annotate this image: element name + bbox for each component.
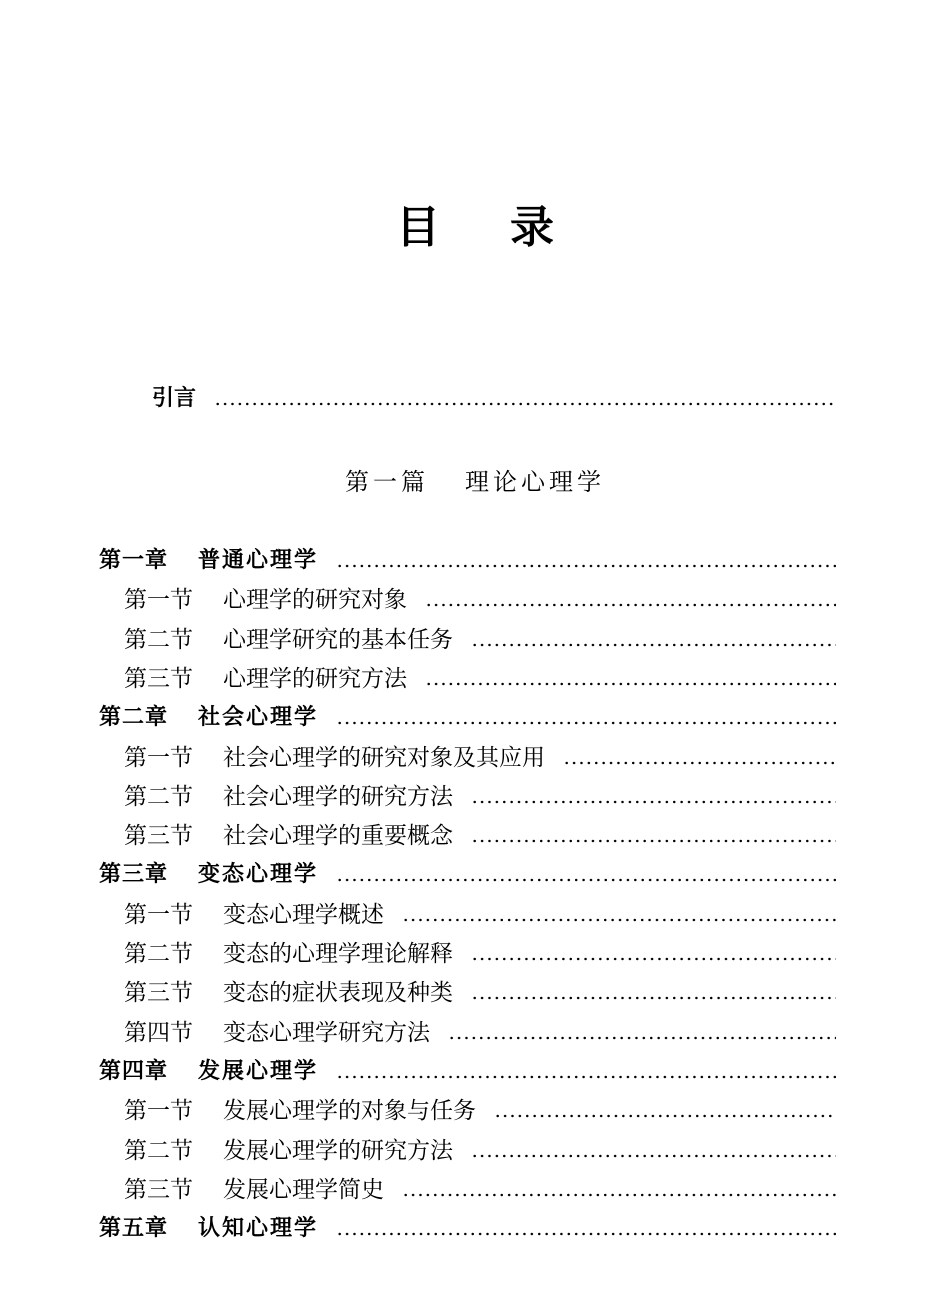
section-number: 第三节 [124, 823, 193, 850]
toc-section[interactable] [124, 664, 836, 694]
dot-leader [336, 877, 836, 883]
dot-leader [425, 602, 836, 608]
toc-section[interactable] [124, 821, 836, 851]
toc-section[interactable] [124, 1175, 836, 1205]
toc-section[interactable] [124, 1136, 836, 1166]
section-number: 第二节 [124, 941, 193, 967]
section-title: 变态心理学概述 [223, 901, 384, 928]
part-number: 第一篇 [345, 468, 429, 496]
section-title: 心理学的研究方法 [223, 665, 407, 692]
dot-leader [471, 956, 836, 962]
chapter-number: 第二章 [99, 705, 169, 731]
toc-section[interactable] [124, 625, 836, 655]
chapter-title: 社会心理学 [198, 705, 319, 731]
toc-section[interactable] [124, 743, 836, 773]
toc-entry-label: 引言 [152, 386, 197, 411]
section-number: 第二节 [124, 626, 193, 653]
dot-leader [563, 760, 836, 766]
dot-leader [336, 720, 836, 726]
chapter-number: 第四章 [99, 1058, 169, 1084]
section-title: 心理学研究的基本任务 [223, 626, 453, 653]
toc-section[interactable] [124, 978, 836, 1008]
section-title: 心理学的研究对象 [223, 587, 407, 614]
section-title: 发展心理学的对象与任务 [223, 1098, 476, 1125]
toc-section[interactable] [124, 900, 836, 930]
part-name: 理论心理学 [465, 468, 605, 496]
chapter-number: 第三章 [99, 862, 169, 888]
section-title: 变态的心理学理论解释 [223, 941, 453, 967]
section-number: 第一节 [124, 744, 193, 771]
dot-leader [402, 1192, 836, 1198]
section-title: 发展心理学的研究方法 [223, 1137, 453, 1164]
toc-chapter[interactable] [99, 703, 836, 733]
chapter-number: 第五章 [99, 1216, 169, 1242]
section-number: 第一节 [124, 1098, 193, 1125]
toc-section[interactable] [124, 1096, 836, 1126]
section-title: 变态的症状表现及种类 [223, 980, 453, 1007]
toc-section[interactable] [124, 585, 836, 615]
section-title: 社会心理学的重要概念 [223, 823, 453, 850]
section-number: 第一节 [124, 901, 193, 928]
dot-leader [494, 1113, 836, 1119]
part-heading [0, 466, 950, 498]
dot-leader [471, 642, 836, 648]
toc-section[interactable] [124, 782, 836, 812]
page-title: 目录 [396, 202, 624, 253]
section-title: 变态心理学研究方法 [223, 1019, 430, 1046]
toc-chapter[interactable] [99, 1057, 836, 1087]
toc-section[interactable] [124, 1018, 836, 1048]
section-title: 发展心理学简史 [223, 1176, 384, 1203]
section-number: 第三节 [124, 1176, 193, 1203]
dot-leader [471, 995, 836, 1001]
section-number: 第四节 [124, 1019, 193, 1046]
dot-leader [425, 681, 836, 687]
chapter-title: 变态心理学 [198, 862, 319, 888]
chapter-title: 认知心理学 [198, 1216, 319, 1242]
section-number: 第二节 [124, 783, 193, 810]
dot-leader [336, 1074, 836, 1080]
section-number: 第二节 [124, 1137, 193, 1164]
dot-leader [336, 1231, 836, 1237]
toc-chapter[interactable] [99, 546, 836, 576]
toc-chapter[interactable] [99, 860, 836, 890]
section-number: 第三节 [124, 980, 193, 1007]
section-number: 第一节 [124, 587, 193, 614]
toc-entry-intro[interactable] [152, 384, 836, 414]
chapter-number: 第一章 [99, 548, 169, 573]
toc-section[interactable] [124, 939, 836, 969]
dot-leader [448, 1035, 836, 1041]
dot-leader [471, 838, 836, 844]
dot-leader [336, 563, 836, 569]
section-title: 社会心理学的研究对象及其应用 [223, 744, 545, 771]
dot-leader [471, 799, 836, 805]
dot-leader [214, 401, 836, 407]
section-title: 社会心理学的研究方法 [223, 783, 453, 810]
chapter-title: 普通心理学 [198, 548, 319, 573]
chapter-title: 发展心理学 [198, 1058, 319, 1084]
toc-chapter[interactable] [99, 1214, 836, 1244]
section-number: 第三节 [124, 665, 193, 692]
dot-leader [471, 1153, 836, 1159]
dot-leader [402, 917, 836, 923]
